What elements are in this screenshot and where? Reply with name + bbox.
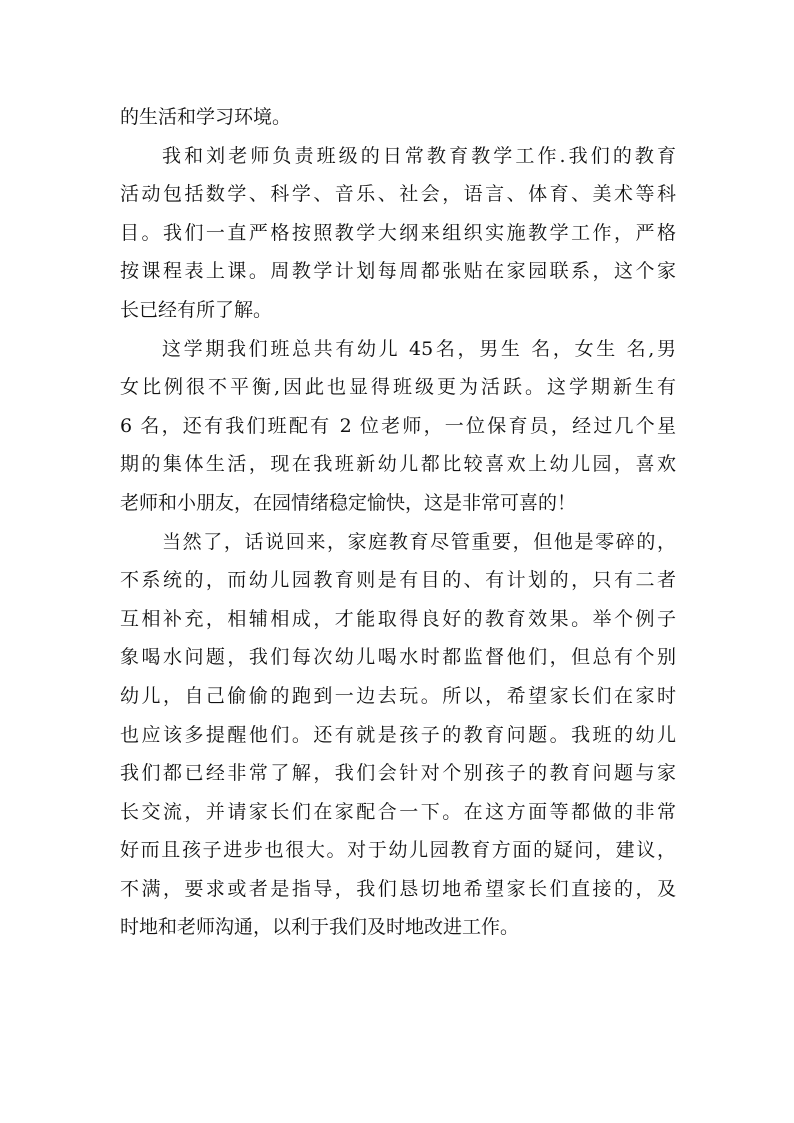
text-line: 好而且孩子进步也很大。对于幼儿园教育方面的疑问，建议， — [120, 839, 676, 862]
text-line: 目。我们一直严格按照教学大纲来组织实施教学工作，严格 — [120, 221, 676, 244]
text-line: 6 名，还有我们班配有 2 位老师，一位保育员，经过几个星 — [120, 414, 676, 437]
text-line: 活动包括数学、科学、音乐、社会，语言、体育、美术等科 — [120, 183, 676, 206]
text-line: 的生活和学习环境。 — [120, 106, 292, 128]
text-line: 不系统的，而幼儿园教育则是有目的、有计划的，只有二者 — [120, 569, 676, 592]
text-line: 这学期我们班总共有幼儿 45名，男生 名，女生 名,男 — [162, 337, 676, 360]
text-line: 长交流，并请家长们在家配合一下。在这方面等都做的非常 — [120, 800, 676, 823]
text-line: 幼儿，自己偷偷的跑到一边去玩。所以，希望家长们在家时 — [120, 684, 676, 707]
text-line: 老师和小朋友，在园情绪稳定愉快，这是非常可喜的！ — [120, 491, 577, 514]
text-line: 当然了，话说回来，家庭教育尽管重要，但他是零碎的， — [162, 530, 676, 553]
text-line: 我和刘老师负责班级的日常教育教学工作.我们的教育 — [162, 144, 676, 167]
text-line: 女比例很不平衡,因此也显得班级更为活跃。这学期新生有 — [120, 376, 676, 399]
text-line: 我们都已经非常了解，我们会针对个别孩子的教育问题与家 — [120, 762, 676, 785]
text-line: 按课程表上课。周教学计划每周都张贴在家园联系，这个家 — [120, 260, 676, 283]
text-line: 期的集体生活，现在我班新幼儿都比较喜欢上幼儿园，喜欢 — [120, 453, 676, 476]
text-line: 也应该多提醒他们。还有就是孩子的教育问题。我班的幼儿 — [120, 723, 676, 746]
text-line: 时地和老师沟通，以利于我们及时地改进工作。 — [120, 916, 520, 939]
text-line: 长已经有所了解。 — [120, 298, 273, 321]
text-line: 象喝水问题，我们每次幼儿喝水时都监督他们，但总有个别 — [120, 646, 676, 669]
text-line: 不满，要求或者是指导，我们恳切地希望家长们直接的，及 — [120, 877, 676, 900]
body-text — [120, 98, 676, 947]
text-line: 互相补充，相辅相成，才能取得良好的教育效果。举个例子 — [120, 607, 676, 630]
